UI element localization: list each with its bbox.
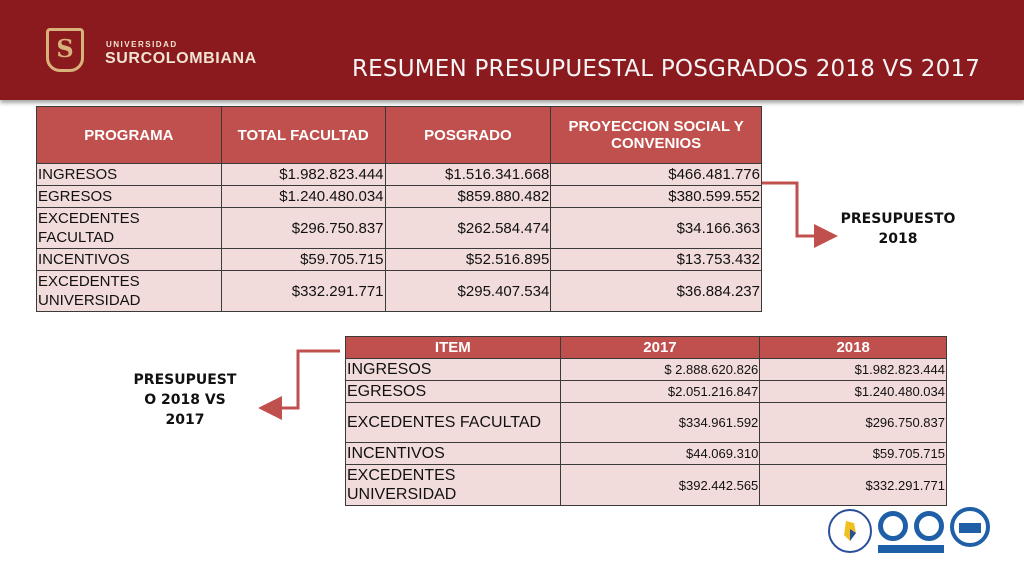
logo-main-text: SURCOLOMBIANA xyxy=(105,50,257,67)
cell-value: $36.884.237 xyxy=(551,271,762,312)
certification-badges xyxy=(822,505,992,561)
cell-value: $332.291.771 xyxy=(760,465,947,506)
col-header-programa: PROGRAMA xyxy=(37,107,222,164)
label-line: O 2018 VS xyxy=(144,392,226,408)
col-header-item: ITEM xyxy=(346,337,561,359)
row-label: EGRESOS xyxy=(346,381,561,403)
cell-value: $59.705.715 xyxy=(760,443,947,465)
cell-value: $ 2.888.620.826 xyxy=(560,359,760,381)
iso-9001-icon xyxy=(914,511,944,541)
certification-bar xyxy=(878,545,944,553)
logo-top-text: UNIVERSIDAD xyxy=(106,40,178,49)
row-label: EXCEDENTES UNIVERSIDAD xyxy=(346,465,561,506)
cell-value: $1.240.480.034 xyxy=(221,186,385,208)
label-line: 2018 xyxy=(878,231,918,247)
row-label: EXCEDENTES UNIVERSIDAD xyxy=(37,271,222,312)
presupuesto-2018-label xyxy=(838,209,958,249)
arrow-to-presupuesto-vs xyxy=(264,351,340,408)
iqnet-icon xyxy=(950,507,990,547)
row-label: INCENTIVOS xyxy=(37,249,222,271)
cell-value: $13.753.432 xyxy=(551,249,762,271)
cell-value: $34.166.363 xyxy=(551,208,762,249)
col-header-2017: 2017 xyxy=(560,337,760,359)
cell-value: $2.051.216.847 xyxy=(560,381,760,403)
cell-value: $295.407.534 xyxy=(385,271,551,312)
cell-value: $392.442.565 xyxy=(560,465,760,506)
presupuesto-vs-label xyxy=(125,370,245,430)
row-label: EGRESOS xyxy=(37,186,222,208)
crest-icon: S xyxy=(46,28,84,72)
cell-value: $1.240.480.034 xyxy=(760,381,947,403)
col-header-total-facultad: TOTAL FACULTAD xyxy=(221,107,385,164)
cell-value: $1.516.341.668 xyxy=(385,164,551,186)
row-label: EXCEDENTES FACULTAD xyxy=(37,208,222,249)
label-line: 2017 xyxy=(165,412,205,428)
cell-value: $380.599.552 xyxy=(551,186,762,208)
col-header-proyeccion: PROYECCION SOCIAL Y CONVENIOS xyxy=(551,107,762,164)
label-line: PRESUPUESTO xyxy=(840,211,956,227)
cell-value: $262.584.474 xyxy=(385,208,551,249)
page-title: RESUMEN PRESUPUESTAL POSGRADOS 2018 VS 2017 xyxy=(352,56,981,82)
col-header-posgrado: POSGRADO xyxy=(385,107,551,164)
label-line: PRESUPUEST xyxy=(133,372,237,388)
cell-value: $1.982.823.444 xyxy=(221,164,385,186)
cell-value: $59.705.715 xyxy=(221,249,385,271)
cell-value: $466.481.776 xyxy=(551,164,762,186)
cell-value: $52.516.895 xyxy=(385,249,551,271)
row-label: INGRESOS xyxy=(37,164,222,186)
certification-icon xyxy=(878,511,908,541)
row-label: INCENTIVOS xyxy=(346,443,561,465)
row-label: INGRESOS xyxy=(346,359,561,381)
arrow-to-presupuesto-2018 xyxy=(762,183,832,236)
cell-value: $334.961.592 xyxy=(560,403,760,443)
cell-value: $1.982.823.444 xyxy=(760,359,947,381)
iqnet-mark xyxy=(959,523,981,533)
cell-value: $296.750.837 xyxy=(221,208,385,249)
row-label: EXCEDENTES FACULTAD xyxy=(346,403,561,443)
cell-value: $859.880.482 xyxy=(385,186,551,208)
cell-value: $332.291.771 xyxy=(221,271,385,312)
col-header-2018: 2018 xyxy=(760,337,947,359)
map-seal-icon xyxy=(828,509,872,553)
cell-value: $44.069.310 xyxy=(560,443,760,465)
cell-value: $296.750.837 xyxy=(760,403,947,443)
